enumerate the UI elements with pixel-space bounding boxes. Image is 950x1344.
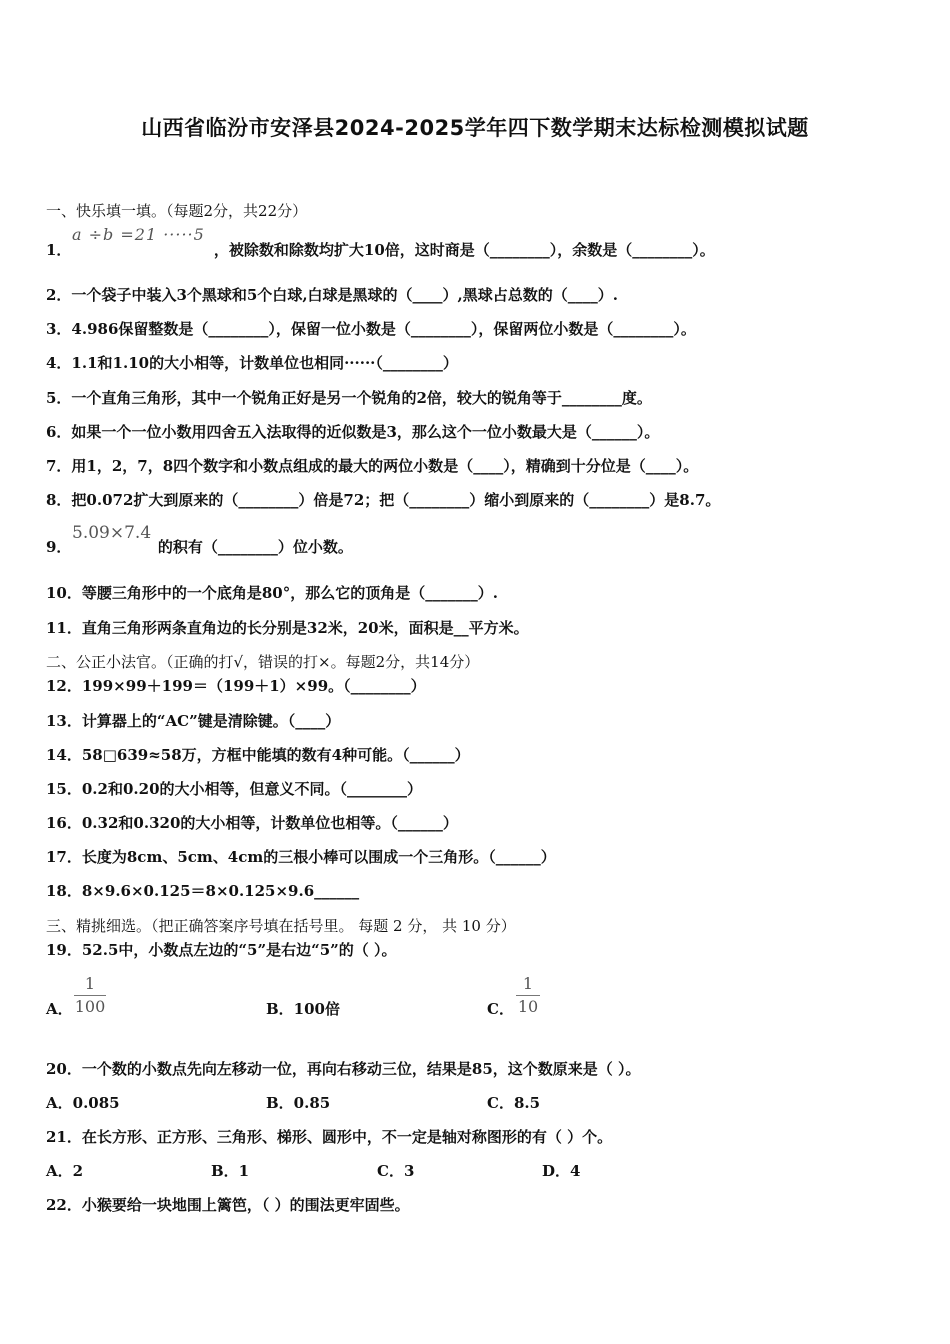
section-3-heading: 三、精挑细选。（把正确答案序号填在括号里。 每题 2 分， 共 10 分）: [46, 917, 516, 935]
option-c-denominator: 10: [517, 997, 539, 1016]
section-2-heading: 二、公正小法官。（正确的打√，错误的打×。每题2分，共14分）: [46, 653, 480, 671]
question-20: 20．一个数的小数点先向左移动一位，再向右移动三位，结果是85，这个数原来是（ ）。: [46, 1060, 641, 1078]
question-1-number: 1．: [46, 241, 72, 259]
question-4: 4．1.1和1.10的大小相等，计数单位也相同······（________）: [46, 354, 458, 372]
question-1: [46, 225, 715, 260]
question-6: 6．如果一个一位小数用四舍五入法取得的近似数是3，那么这个一位小数最大是（______）。: [46, 423, 660, 441]
question-10: 10．等腰三角形中的一个底角是80°，那么它的顶角是（_______）.: [46, 584, 498, 602]
question-1-formula: a ÷b =21 ·····5: [72, 225, 205, 244]
question-20-option-b: B．0.85: [266, 1094, 331, 1112]
fraction-bar: [74, 995, 106, 996]
question-21-option-c: C．3: [377, 1162, 415, 1180]
question-19: 19．52.5中，小数点左边的“5”是右边“5”的（ ）。: [46, 941, 397, 959]
question-21-option-a: A．2: [46, 1162, 84, 1180]
question-21-option-b: B．1: [211, 1162, 250, 1180]
question-5: 5．一个直角三角形，其中一个锐角正好是另一个锐角的2倍，较大的锐角等于________度。: [46, 389, 652, 407]
section-1-heading: 一、快乐填一填。（每题2分，共22分）: [46, 202, 308, 220]
question-9-formula: 5.09×7.4: [72, 523, 152, 543]
question-11: 11．直角三角形两条直角边的长分别是32米，20米，面积是__平方米。: [46, 619, 529, 637]
question-16: 16．0.32和0.320的大小相等，计数单位也相等。（______）: [46, 814, 458, 832]
question-9-text: 的积有（________）位小数。: [157, 538, 353, 556]
question-22: 22．小猴要给一块地围上篱笆，（ ）的围法更牢固些。: [46, 1196, 410, 1214]
question-20-option-c: C．8.5: [487, 1094, 541, 1112]
question-7: 7．用1，2，7，8四个数字和小数点组成的最大的两位小数是（____），精确到十分位是（____）。: [46, 457, 699, 475]
question-19-option-c-fraction: [516, 975, 540, 1016]
question-18: 18．8×9.6×0.125＝8×0.125×9.6______: [46, 882, 360, 900]
question-15: 15．0.2和0.20的大小相等，但意义不同。（________）: [46, 780, 423, 798]
option-a-numerator: 1: [84, 974, 96, 993]
question-20-option-a: A．0.085: [46, 1094, 120, 1112]
question-9-number: 9．: [46, 538, 72, 556]
question-21-option-d: D．4: [542, 1162, 581, 1180]
question-2: 2．一个袋子中装入3个黑球和5个白球,白球是黑球的（____）,黑球占总数的（____）.: [46, 286, 618, 304]
question-13: 13．计算器上的“AC”键是清除键。（____）: [46, 712, 341, 730]
question-9: [46, 523, 353, 557]
question-19-option-a-label: A．: [46, 1000, 73, 1018]
question-19-option-c-label: C．: [487, 1000, 514, 1018]
question-14: 14．58□639≈58万，方框中能填的数有4种可能。（______）: [46, 746, 470, 764]
fraction-bar: [516, 995, 540, 996]
option-c-numerator: 1: [522, 974, 534, 993]
question-21: 21．在长方形、正方形、三角形、梯形、圆形中，不一定是轴对称图形的有（ ）个。: [46, 1128, 613, 1146]
question-19-option-a-fraction: [74, 975, 106, 1016]
page-title: 山西省临汾市安泽县2024-2025学年四下数学期末达标检测模拟试题: [141, 116, 809, 140]
question-1-text: ，被除数和除数均扩大10倍，这时商是（________），余数是（________）。: [213, 241, 715, 259]
question-19-option-b: B．100倍: [266, 1000, 340, 1018]
option-a-denominator: 100: [74, 997, 106, 1016]
question-12: 12．199×99＋199＝（199＋1）×99。（________）: [46, 677, 426, 695]
question-8: 8．把0.072扩大到原来的（________）倍是72；把（________）缩小到原来的（________）是8.7。: [46, 491, 721, 509]
question-17: 17．长度为8cm、5cm、4cm的三根小棒可以围成一个三角形。（______）: [46, 848, 556, 866]
question-3: 3．4.986保留整数是（________），保留一位小数是（________），保留两位小数是（________）。: [46, 320, 696, 338]
